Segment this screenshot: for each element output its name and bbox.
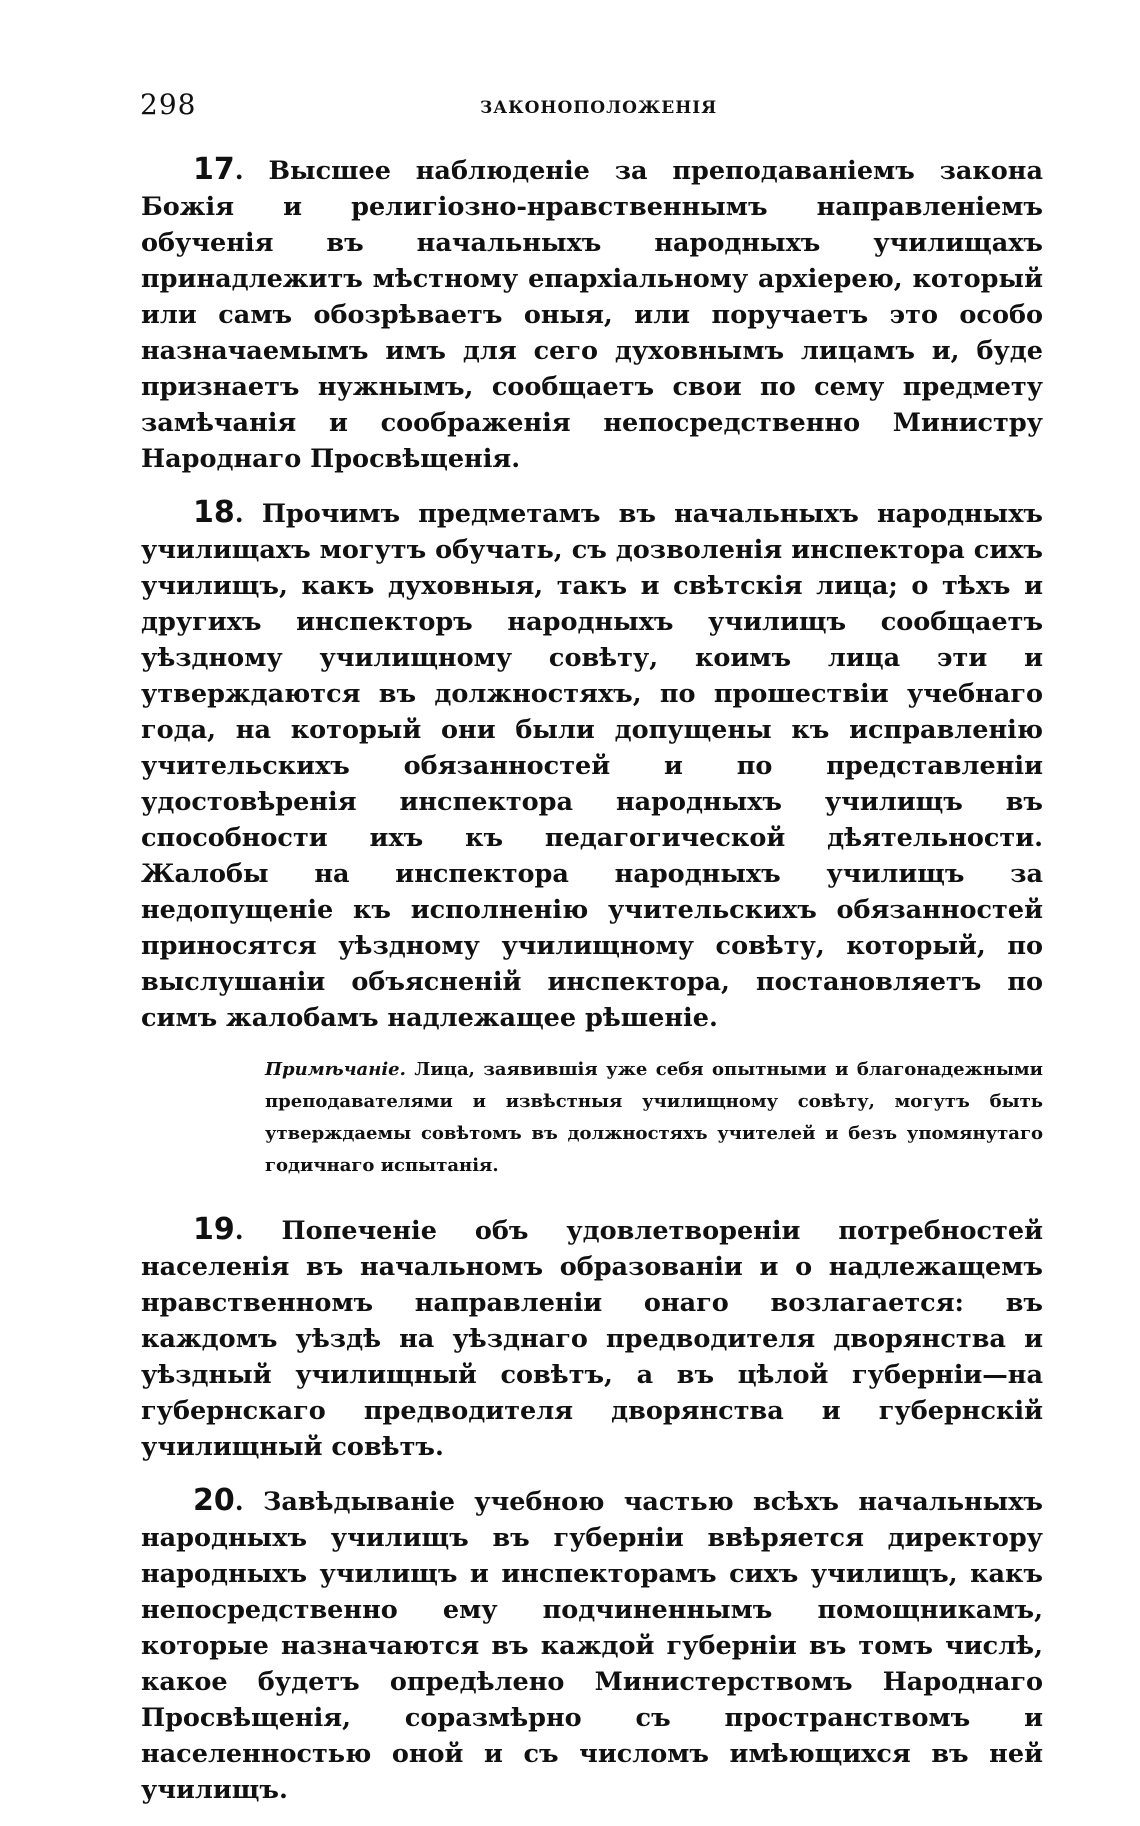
article-text: Высшее наблюденіе за преподаваніемъ закона Божія и религіозно-нравственнымъ направленіемъ обученія въ начальныхъ народныхъ училищахъ принадлежитъ мѣстному епархіальному архіерею, который или самъ обозрѣваетъ оныя, или поручаетъ это особо назначаемымъ имъ для сего духовнымъ лицамъ и, буде признаетъ нужнымъ, сообщаетъ свои по сему предмету замѣчанія и соображенія непосредственно Министру Народнаго Просвѣщенія. [141,156,1043,474]
article-text: Завѣдываніе учебною частью всѣхъ начальныхъ народныхъ училищъ въ губерніи ввѣряется директору народныхъ училищъ и инспекторамъ сихъ училищъ, какъ непосредственно ему подчиненнымъ помощникамъ, которые назначаются въ каждой губерніи въ томъ числѣ, какое будетъ опредѣлено Министерствомъ Народнаго Просвѣщенія, соразмѣрно съ пространствомъ и населенностью оной и съ числомъ имѣющихся въ ней училищъ. [141,1487,1043,1805]
article-number: 20 [193,1483,235,1518]
page-number: 298 [140,88,197,121]
article-number: 19 [193,1212,235,1247]
running-title: ЗАКОНОПОЛОЖЕНІЯ [480,98,718,118]
page-body [141,152,1043,1826]
article-17: 17. Высшее наблюденіе за преподаваніемъ закона Божія и религіозно-нравственнымъ направленіемъ обученія въ начальныхъ народныхъ училищахъ принадлежитъ мѣстному епархіальному архіерею, который или самъ обозрѣваетъ оныя, или поручаетъ это особо назначаемымъ имъ для сего духовнымъ лицамъ и, буде признаетъ нужнымъ, сообщаетъ свои по сему предмету замѣчанія и соображенія непосредственно Министру Народнаго Просвѣщенія. [141,152,1043,474]
note-text: Лица, заявившія уже себя опытными и благонадежными преподавателями и извѣстныя училищному совѣту, могутъ быть утверждаемы совѣтомъ въ должностяхъ учителей и безъ упомянутаго годичнаго испытанія. [265,1059,1043,1176]
article-18-note [141,1054,1043,1182]
article-text: Прочимъ предметамъ въ начальныхъ народныхъ училищахъ могутъ обучать, съ дозволенія инспектора сихъ училищъ, какъ духовныя, такъ и свѣтскія лица; о тѣхъ и другихъ инспекторъ народныхъ училищъ сообщаетъ уѣздному училищному совѣту, коимъ лица эти и утверждаются въ должностяхъ, по прошествіи учебнаго года, на который они были допущены къ исправленію учительскихъ обязанностей и по представленіи удостовѣренія инспектора народныхъ училищъ въ способности ихъ къ педагогической дѣятельности. Жалобы на инспектора народныхъ училищъ за недопущеніе къ исполненію учительскихъ обязанностей приносятся уѣздному училищному совѣту, который, по выслушаніи объясненій инспектора, постановляетъ по симъ жалобамъ надлежащее рѣшеніе. [141,499,1043,1033]
article-number: 18 [193,495,235,530]
page-header [140,88,1040,128]
note-label: Примѣчаніе. [265,1059,406,1080]
article-20: 20. Завѣдываніе учебною частью всѣхъ начальныхъ народныхъ училищъ въ губерніи ввѣряется директору народныхъ училищъ и инспекторамъ сихъ училищъ, какъ непосредственно ему подчиненнымъ помощникамъ, которые назначаются въ каждой губерніи въ томъ числѣ, какое будетъ опредѣлено Министерствомъ Народнаго Просвѣщенія, соразмѣрно съ пространствомъ и населенностью оной и съ числомъ имѣющихся въ ней училищъ. [141,1483,1043,1805]
article-19: 19. Попеченіе объ удовлетвореніи потребностей населенія въ начальномъ образованіи и о надлежащемъ нравственномъ направленіи онаго возлагается: въ каждомъ уѣздѣ на уѣзднаго предводителя дворянства и уѣздный училищный совѣтъ, а въ цѣлой губерніи—на губернскаго предводителя дворянства и губернскій училищный совѣтъ. [141,1212,1043,1462]
article-18: 18. Прочимъ предметамъ въ начальныхъ народныхъ училищахъ могутъ обучать, съ дозволенія инспектора сихъ училищъ, какъ духовныя, такъ и свѣтскія лица; о тѣхъ и другихъ инспекторъ народныхъ училищъ сообщаетъ уѣздному училищному совѣту, коимъ лица эти и утверждаются въ должностяхъ, по прошествіи учебнаго года, на который они были допущены къ исправленію учительскихъ обязанностей и по представленіи удостовѣренія инспектора народныхъ училищъ въ способности ихъ къ педагогической дѣятельности. Жалобы на инспектора народныхъ училищъ за недопущеніе къ исполненію учительскихъ обязанностей приносятся уѣздному училищному совѣту, который, по выслушаніи объясненій инспектора, постановляетъ по симъ жалобамъ надлежащее рѣшеніе. [141,495,1043,1033]
article-number: 17 [193,152,235,187]
article-text: Попеченіе объ удовлетвореніи потребностей населенія въ начальномъ образованіи и о надлежащемъ нравственномъ направленіи онаго возлагается: въ каждомъ уѣздѣ на уѣзднаго предводителя дворянства и уѣздный училищный совѣтъ, а въ цѣлой губерніи—на губернскаго предводителя дворянства и губернскій училищный совѣтъ. [141,1216,1043,1462]
